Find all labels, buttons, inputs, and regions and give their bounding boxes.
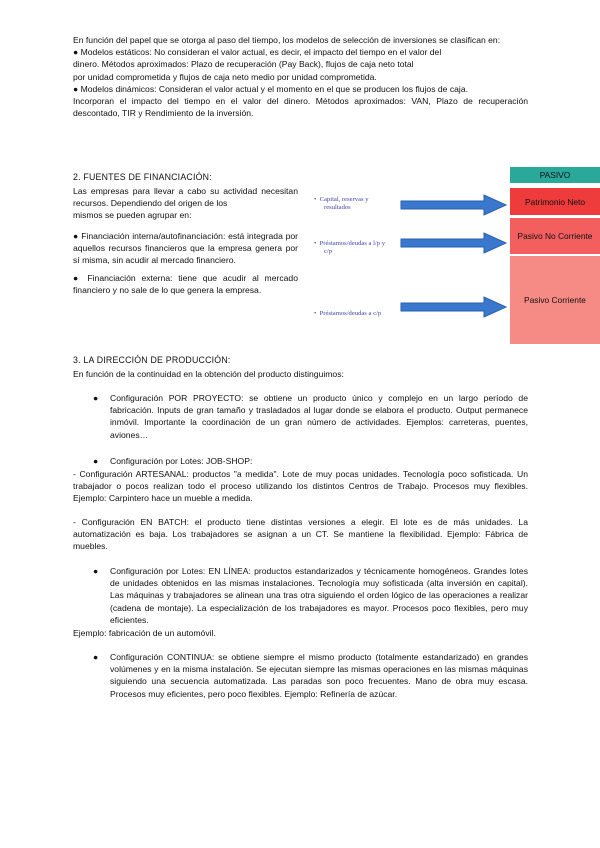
patrimonio-neto-box: Patrimonio Neto: [510, 188, 600, 215]
arrow-right-icon: [400, 194, 508, 216]
static-models-line2: dinero. Métodos aproximados: Plazo de recuperación (Pay Back), flujos de caja neto total: [73, 59, 414, 70]
production-heading: 3. LA DIRECCIÓN DE PRODUCCIÓN:: [73, 355, 231, 365]
item2-line-a: Préstamos/deudas a l/p y: [319, 240, 385, 247]
static-models-line3: por unidad comprometida y flujos de caja neto medio por unidad comprometida.: [73, 71, 377, 82]
bullet-icon: •: [314, 310, 317, 317]
intro-lead: En función del papel que se otorga al paso del tiempo, los modelos de selección de inversiones se clasifican en:: [73, 35, 501, 45]
diagram-item-lp-cp: [314, 240, 385, 256]
item1-line-b: resultados: [324, 204, 351, 211]
arrow-right-icon: [400, 296, 508, 318]
external-financing: ● Financiación externa: tiene que acudir al mercado financiero y no sale de lo que genera la empresa.: [73, 273, 298, 296]
config-proyecto: Configuración POR PROYECTO: se obtiene un producto único y complejo en un largo período de fabricación. Inputs de gran tamaño y trasladados al lugar donde se elabora el producto. Output permanece inmóvil. Importante la coordinación de un gran número de actividades. Ejemplos: carreteras, puentes, aviones…: [110, 393, 528, 440]
bullet-icon: ●: [93, 652, 99, 662]
dynamic-models-line2: Incorporan el impacto del tiempo en el valor del dinero. Métodos aproximados: VAN, Plazo de recuperación descontado, TIR y Rendimiento de la inversión.: [73, 96, 528, 119]
financing-p1b: mismos se pueden agrupar en:: [73, 210, 192, 221]
item1-line-a: Capital, reservas y: [319, 196, 369, 203]
pasivo-header: PASIVO: [510, 167, 600, 183]
financing-heading: 2. FUENTES DE FINANCIACIÓN:: [73, 172, 212, 182]
bullet-icon: •: [314, 240, 317, 247]
financing-p1a: Las empresas para llevar a cabo su actividad necesitan recursos. Dependiendo del origen de los: [73, 186, 298, 209]
config-artesanal: - Configuración ARTESANAL: productos "a medida". Lote de muy pocas unidades. Tecnología poco sofisticada. Un trabajador o pocos realizan todo el proceso utilizando los distintos Centros de Trabajo. Procesos muy flexibles. Ejemplo: Carpintero hace un mueble a medida.: [73, 469, 528, 504]
internal-financing: ● Financiación interna/autofinanciación: está integrada por aquellos recursos financieros que la empresa genera por sí misma, sin acudir al mercado financiero.: [73, 230, 298, 266]
config-linea-example: Ejemplo: fabricación de un automóvil.: [73, 628, 216, 638]
intro-section: [73, 34, 528, 119]
bullet-icon: ●: [93, 393, 99, 403]
config-jobshop: Configuración por Lotes: JOB-SHOP:: [110, 456, 253, 466]
bullet-icon: ●: [93, 456, 99, 466]
production-lead: En función de la continuidad en la obtención del producto distinguimos:: [73, 369, 344, 379]
item2-line-b: c/p: [324, 248, 333, 255]
static-models-line1: ● Modelos estáticos: No consideran el valor actual, es decir, el impacto del tiempo en el valor del: [73, 47, 442, 58]
arrow-right-icon: [400, 232, 508, 254]
diagram-item-cp: [314, 310, 381, 318]
pasivo-corriente-box: Pasivo Corriente: [510, 256, 600, 344]
pasivo-no-corriente-box: Pasivo No Corriente: [510, 218, 600, 254]
bullet-icon: •: [314, 196, 317, 203]
config-linea: Configuración por Lotes: EN LÍNEA: productos estandarizados y técnicamente homogéneos. Grandes lotes de unidades obtenidos en las mismas instalaciones. Tecnología muy sofisticada (alta inversión en capital). Las máquinas y trabajadores se alinean una tras otra siguiendo el orden lógico de las operaciones a realizar (cadena de montaje). La especialización de los trabajadores es mayor. Procesos poco flexibles, pero muy eficientes.: [110, 566, 528, 625]
config-continua: Configuración CONTINUA: se obtiene siempre el mismo producto (totalmente estandarizado) en grandes volúmenes y en la misma instalación. Se ejecutan siempre las mismas operaciones en las mismas máquinas siguiendo una secuencia automatizada. Las paradas son poco frecuentes. Mano de obra muy escasa. Procesos muy eficientes, pero poco flexibles. Ejemplo: Refinería de azúcar.: [110, 652, 528, 699]
config-batch: - Configuración EN BATCH: el producto tiene distintas versiones a elegir. El lote es de más unidades. La automatización es baja. Los trabajadores se asignan a un CT. Se mantiene la flexibilidad. Ejemplo: Fábrica de muebles.: [73, 517, 528, 552]
dynamic-models-line1: ● Modelos dinámicos: Consideran el valor actual y el momento en el que se producen los flujos de caja.: [73, 83, 468, 94]
bullet-icon: ●: [93, 566, 99, 576]
financing-text: [73, 185, 298, 297]
item3-line: Préstamos/deudas a c/p: [319, 310, 382, 317]
diagram-item-capital: [314, 196, 369, 212]
